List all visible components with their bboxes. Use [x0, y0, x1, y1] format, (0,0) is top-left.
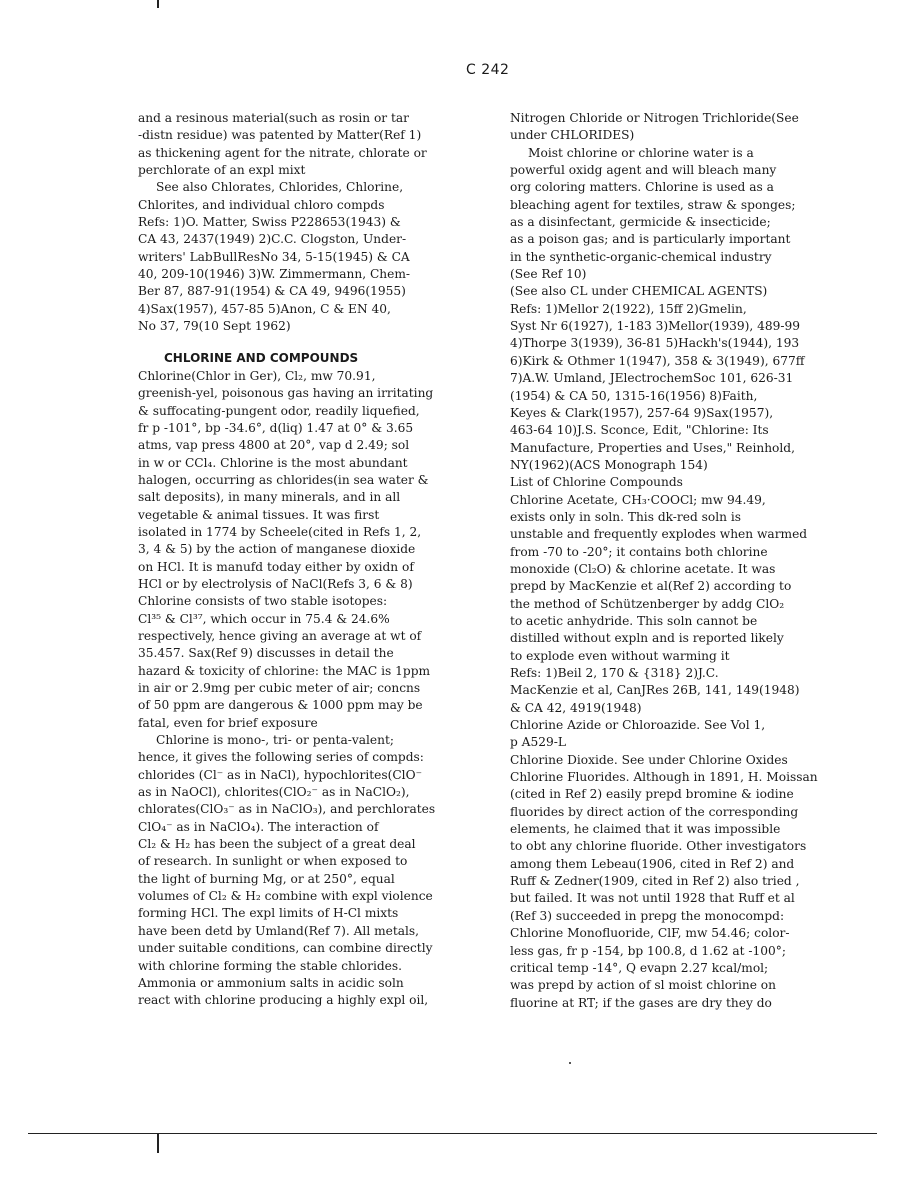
- text-line: Refs: 1)Beil 2, 170 & {318} 2)J.C.: [510, 666, 719, 680]
- text-line: (See also CL under CHEMICAL AGENTS): [510, 284, 768, 299]
- text-line: 40, 209-10(1946) 3)W. Zimmermann, Chem-: [138, 267, 411, 282]
- text-line: the method of Schützenberger by addg ClO₂: [510, 596, 785, 611]
- text-line: (See Ref 10): [510, 267, 587, 282]
- text-line: & CA 42, 4919(1948): [510, 700, 642, 715]
- text-line: isolated in 1774 by Scheele(cited in Refs 1, 2,: [138, 524, 422, 539]
- text-line: 463-64 10)J.S. Sconce, Edit, "Chlorine: Its: [510, 423, 769, 438]
- text-line: Manufacture, Properties and Uses," Reinhold,: [510, 440, 795, 455]
- text-line: List of Chlorine Compounds: [510, 475, 683, 490]
- text-line: NY(1962)(ACS Monograph 154): [510, 457, 708, 472]
- text-line: Chlorine Acetate, CH₃·COOCl; mw 94.49,: [510, 492, 766, 507]
- text-line: critical temp -14°, Q evapn 2.27 kcal/mol;: [510, 960, 769, 975]
- text-line: Refs: 1)Mellor 2(1922), 15ff 2)Gmelin,: [510, 301, 747, 316]
- text-line: prepd by MacKenzie et al(Ref 2) according to: [510, 579, 792, 594]
- text-line: Ammonia or ammonium salts in acidic soln: [138, 975, 404, 990]
- text-line: Keyes & Clark(1957), 257-64 9)Sax(1957),: [510, 405, 774, 420]
- text-line: perchlorate of an expl mixt: [138, 163, 306, 178]
- text-line: vegetable & animal tissues. It was first: [138, 507, 380, 522]
- text-line: to explode even without warming it: [510, 648, 730, 663]
- text-line: (cited in Ref 2) easily prepd bromine & iodine: [510, 787, 794, 802]
- text-line: & suffocating-pungent odor, readily liquefied,: [138, 403, 420, 418]
- text-line: See also Chlorates, Chlorides, Chlorine,: [156, 180, 404, 195]
- text-line: Refs: 1)O. Matter, Swiss P228653(1943) &: [138, 215, 401, 230]
- text-line: Moist chlorine or chlorine water is a: [528, 145, 754, 160]
- text-line: as thickening agent for the nitrate, chlorate or: [138, 145, 427, 160]
- text-line: hence, it gives the following series of compds:: [138, 750, 424, 765]
- text-line: greenish-yel, poisonous gas having an irritating: [138, 386, 434, 401]
- text-line: Ber 87, 887-91(1954) & CA 49, 9496(1955): [138, 284, 406, 299]
- text-line: powerful oxidg agent and will bleach many: [510, 163, 777, 178]
- text-line: fr p -101°, bp -34.6°, d(liq) 1.47 at 0° & 3.65: [138, 420, 414, 435]
- text-line: as a disinfectant, germicide & insecticide;: [510, 215, 771, 230]
- bottom-rule: [28, 1133, 877, 1134]
- text-line: Chlorites, and individual chloro compds: [138, 197, 385, 212]
- text-line: Ruff & Zedner(1909, cited in Ref 2) also tried ,: [510, 874, 800, 889]
- text-line: to obt any chlorine fluoride. Other investigators: [510, 839, 807, 854]
- right-column: [510, 110, 836, 1012]
- text-line: in w or CCl₄. Chlorine is the most abundant: [138, 455, 408, 470]
- text-line: to acetic anhydride. This soln cannot be: [510, 613, 758, 628]
- text-line: (Ref 3) succeeded in prepg the monocompd:: [510, 908, 785, 923]
- text-line: fatal, even for brief exposure: [138, 715, 318, 730]
- text-line: Syst Nr 6(1927), 1-183 3)Mellor(1939), 489-99: [510, 319, 800, 334]
- text-line: under CHLORIDES): [510, 128, 635, 143]
- text-line: among them Lebeau(1906, cited in Ref 2) and: [510, 856, 795, 871]
- text-line: Nitrogen Chloride or Nitrogen Trichloride(See: [510, 111, 799, 125]
- text-line: atms, vap press 4800 at 20°, vap d 2.49; sol: [138, 438, 410, 453]
- text-line: bleaching agent for textiles, straw & sponges;: [510, 197, 796, 212]
- text-line: CA 43, 2437(1949) 2)C.C. Clogston, Under-: [138, 232, 407, 247]
- text-line: under suitable conditions, can combine directly: [138, 941, 433, 956]
- text-line: Cl³⁵ & Cl³⁷, which occur in 75.4 & 24.6%: [138, 611, 390, 626]
- text-line: on HCl. It is manufd today either by oxidn of: [138, 559, 414, 574]
- text-line: Chlorine Monofluoride, ClF, mw 54.46; color-: [510, 926, 790, 941]
- text-line: monoxide (Cl₂O) & chlorine acetate. It was: [510, 561, 776, 576]
- left-column: [138, 110, 462, 1010]
- text-line: fluorides by direct action of the corresponding: [510, 804, 799, 819]
- text-line: p A529-L: [510, 735, 566, 750]
- text-line: react with chlorine producing a highly expl oil,: [138, 993, 429, 1008]
- text-line: forming HCl. The expl limits of H-Cl mixts: [138, 906, 399, 921]
- top-margin-tick: [157, 0, 159, 8]
- page-number: C 242: [466, 62, 510, 78]
- text-line: hazard & toxicity of chlorine: the MAC is 1ppm: [138, 663, 431, 678]
- text-line: (1954) & CA 50, 1315-16(1956) 8)Faith,: [510, 388, 758, 403]
- text-line: No 37, 79(10 Sept 1962): [138, 319, 291, 334]
- text-line: chlorates(ClO₃⁻ as in NaClO₃), and perchlorates: [138, 802, 436, 817]
- text-line: Chlorine is mono-, tri- or penta-valent;: [156, 733, 394, 748]
- text-line: respectively, hence giving an average at wt of: [138, 628, 422, 643]
- text-line: 4)Sax(1957), 457-85 5)Anon, C & EN 40,: [138, 301, 391, 316]
- text-line: exists only in soln. This dk-red soln is: [510, 509, 741, 524]
- text-line: HCl or by electrolysis of NaCl(Refs 3, 6 & 8): [138, 576, 413, 591]
- text-line: in the synthetic-organic-chemical industry: [510, 249, 772, 264]
- text-line: the light of burning Mg, or at 250°, equal: [138, 871, 395, 886]
- text-line: distilled without expln and is reported likely: [510, 631, 784, 646]
- text-line: Chlorine consists of two stable isotopes:: [138, 594, 388, 609]
- text-line: 7)A.W. Umland, JElectrochemSoc 101, 626-31: [510, 371, 794, 386]
- text-line: ClO₄⁻ as in NaClO₄). The interaction of: [138, 819, 379, 834]
- text-line: from -70 to -20°; it contains both chlorine: [510, 544, 768, 559]
- text-line: of 50 ppm are dangerous & 1000 ppm may be: [138, 698, 423, 713]
- text-line: volumes of Cl₂ & H₂ combine with expl violence: [138, 889, 433, 904]
- text-line: -distn residue) was patented by Matter(Ref 1): [138, 128, 422, 143]
- text-line: less gas, fr p -154, bp 100.8, d 1.62 at -100°;: [510, 943, 786, 958]
- text-line: and a resinous material(such as rosin or tar: [138, 111, 409, 125]
- text-line: 4)Thorpe 3(1939), 36-81 5)Hackh's(1944), 193: [510, 336, 800, 351]
- text-line: MacKenzie et al, CanJRes 26B, 141, 149(1948): [510, 683, 800, 698]
- text-line: Chlorine(Chlor in Ger), Cl₂, mw 70.91,: [138, 368, 376, 383]
- text-line: org coloring matters. Chlorine is used as a: [510, 180, 774, 195]
- text-line: 3, 4 & 5) by the action of manganese dioxide: [138, 542, 416, 557]
- text-line: halogen, occurring as chlorides(in sea water &: [138, 472, 429, 487]
- bottom-margin-tick: [157, 1133, 159, 1153]
- text-line: in air or 2.9mg per cubic meter of air; concns: [138, 681, 421, 695]
- text-line: writers' LabBullResNo 34, 5-15(1945) & CA: [138, 249, 410, 264]
- text-line: but failed. It was not until 1928 that Ruff et al: [510, 891, 795, 906]
- text-line: unstable and frequently explodes when warmed: [510, 527, 808, 542]
- text-line: Cl₂ & H₂ has been the subject of a great deal: [138, 837, 416, 852]
- text-line: Chlorine Fluorides. Although in 1891, H. Moissan: [510, 770, 818, 785]
- text-line: Chlorine Dioxide. See under Chlorine Oxides: [510, 752, 788, 767]
- stray-mark: [569, 1062, 571, 1064]
- text-line: of research. In sunlight or when exposed to: [138, 854, 408, 869]
- text-line: fluorine at RT; if the gases are dry they do: [510, 995, 772, 1010]
- text-line: as a poison gas; and is particularly important: [510, 232, 791, 247]
- text-line: as in NaOCl), chlorites(ClO₂⁻ as in NaClO₂),: [138, 785, 410, 800]
- text-line: elements, he claimed that it was impossible: [510, 822, 781, 837]
- text-line: with chlorine forming the stable chlorides.: [138, 958, 402, 973]
- section-heading: CHLORINE AND COMPOUNDS: [164, 351, 359, 366]
- text-line: was prepd by action of sl moist chlorine on: [510, 978, 776, 993]
- text-line: 6)Kirk & Othmer 1(1947), 358 & 3(1949), 677ff: [510, 353, 805, 368]
- text-line: 35.457. Sax(Ref 9) discusses in detail the: [138, 646, 394, 661]
- text-line: chlorides (Cl⁻ as in NaCl), hypochlorites(ClO⁻: [138, 767, 423, 782]
- text-line: Chlorine Azide or Chloroazide. See Vol 1,: [510, 718, 766, 733]
- text-line: salt deposits), in many minerals, and in all: [138, 490, 401, 505]
- text-line: have been detd by Umland(Ref 7). All metals,: [138, 923, 420, 938]
